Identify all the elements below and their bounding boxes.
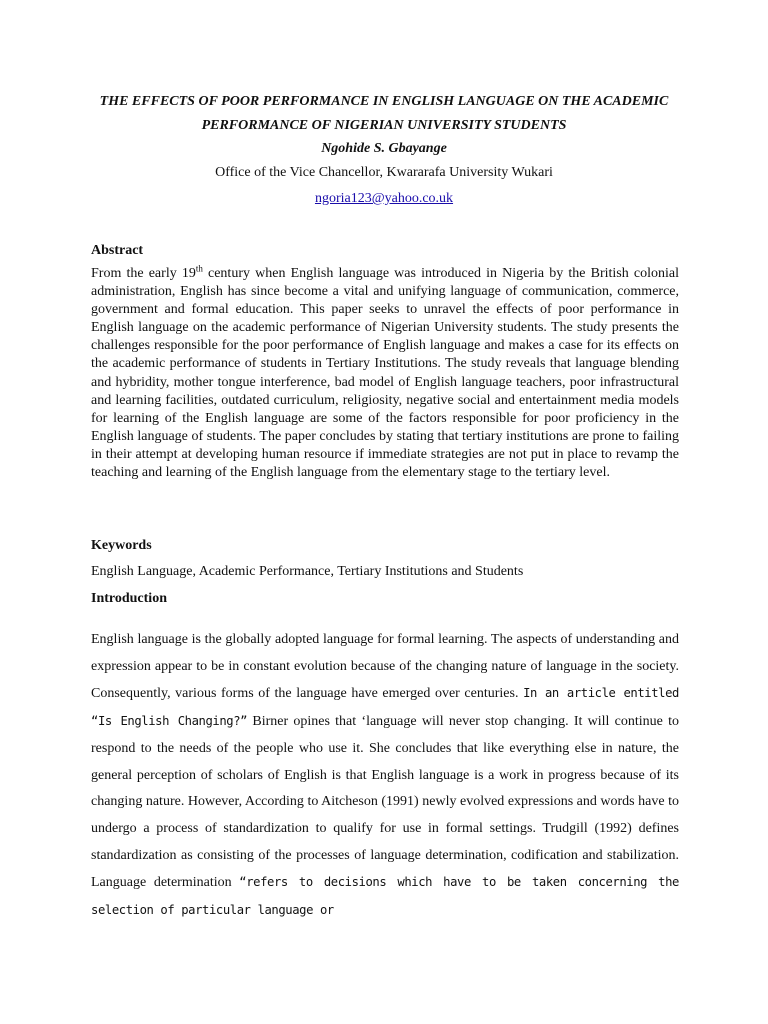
- author-email: [60, 191, 708, 207]
- keywords-heading: Keywords: [91, 538, 152, 553]
- intro-text-mono-2: “refers to decisions which have to be taken concerning the selection of particular language or: [91, 875, 679, 918]
- keywords-list: English Language, Academic Performance, Tertiary Institutions and Students: [91, 564, 524, 579]
- abstract-superscript: th: [195, 263, 203, 274]
- intro-text-mono-1: In an article entitled “Is English Changing?”: [91, 686, 679, 729]
- email-link[interactable]: ngoria123@yahoo.co.uk: [314, 191, 454, 206]
- author-name: Ngohide S. Gbayange: [321, 141, 447, 156]
- abstract-text-rest: century when English language was introduced in Nigeria by the British colonial administration, English has since become a vital and unifying language of communication, commerce, government and formal education. This paper seeks to unravel the effects of poor performance in English language on the academic performance of Nigerian University students. The study presents the challenges responsible for the poor performance of English language and makes a case for its effects on the academic performance of students in Tertiary Institutions. The study reveals that language blending and hybridity, mother tongue interference, bad model of English language teachers, poor infrastructural and learning facilities, outdated curriculum, religiosity, negative social and entertainment media models for learning of the English language are some of the factors responsible for poor proficiency in the English language of students. The paper concludes by stating that tertiary institutions are prone to failing in their attempt at developing human resource if immediate strategies are not put in place to revamp the teaching and learning of the English language from the elementary stage to the tertiary level.: [91, 266, 679, 481]
- introduction-heading: Introduction: [91, 591, 167, 606]
- intro-text-part-2: Birner opines that ‘language will never stop changing. It will continue to respond to the needs of the people who use it. She concludes that like everything else in nature, the general perception of scholars of English is that English language is a work in progress because of its changing nature. However, According to Aitcheson (1991) newly evolved expressions and words have to undergo a process of standardization to qualify for use in formal settings. Trudgill (1992) defines standardization as consisting of the processes of language determination, codification and stabilization. Language determination: [91, 714, 680, 891]
- paper-title-line-1: THE EFFECTS OF POOR PERFORMANCE IN ENGLISH LANGUAGE ON THE ACADEMIC: [99, 94, 669, 109]
- abstract-text-start: From the early 19: [91, 266, 196, 281]
- intro-text-part-1: English language is the globally adopted language for formal learning. The aspects of understanding and expression appear to be in constant evolution because of the changing nature of language in the society. Consequently, various forms of the language have emerged over centuries.: [91, 632, 679, 702]
- introduction-body: [91, 627, 679, 925]
- paper-title-line-2: PERFORMANCE OF NIGERIAN UNIVERSITY STUDENTS: [201, 118, 567, 133]
- abstract-body: [91, 265, 679, 482]
- author-affiliation: Office of the Vice Chancellor, Kwararafa University Wukari: [215, 165, 553, 180]
- paper-title: [60, 90, 708, 138]
- abstract-heading: Abstract: [91, 243, 144, 258]
